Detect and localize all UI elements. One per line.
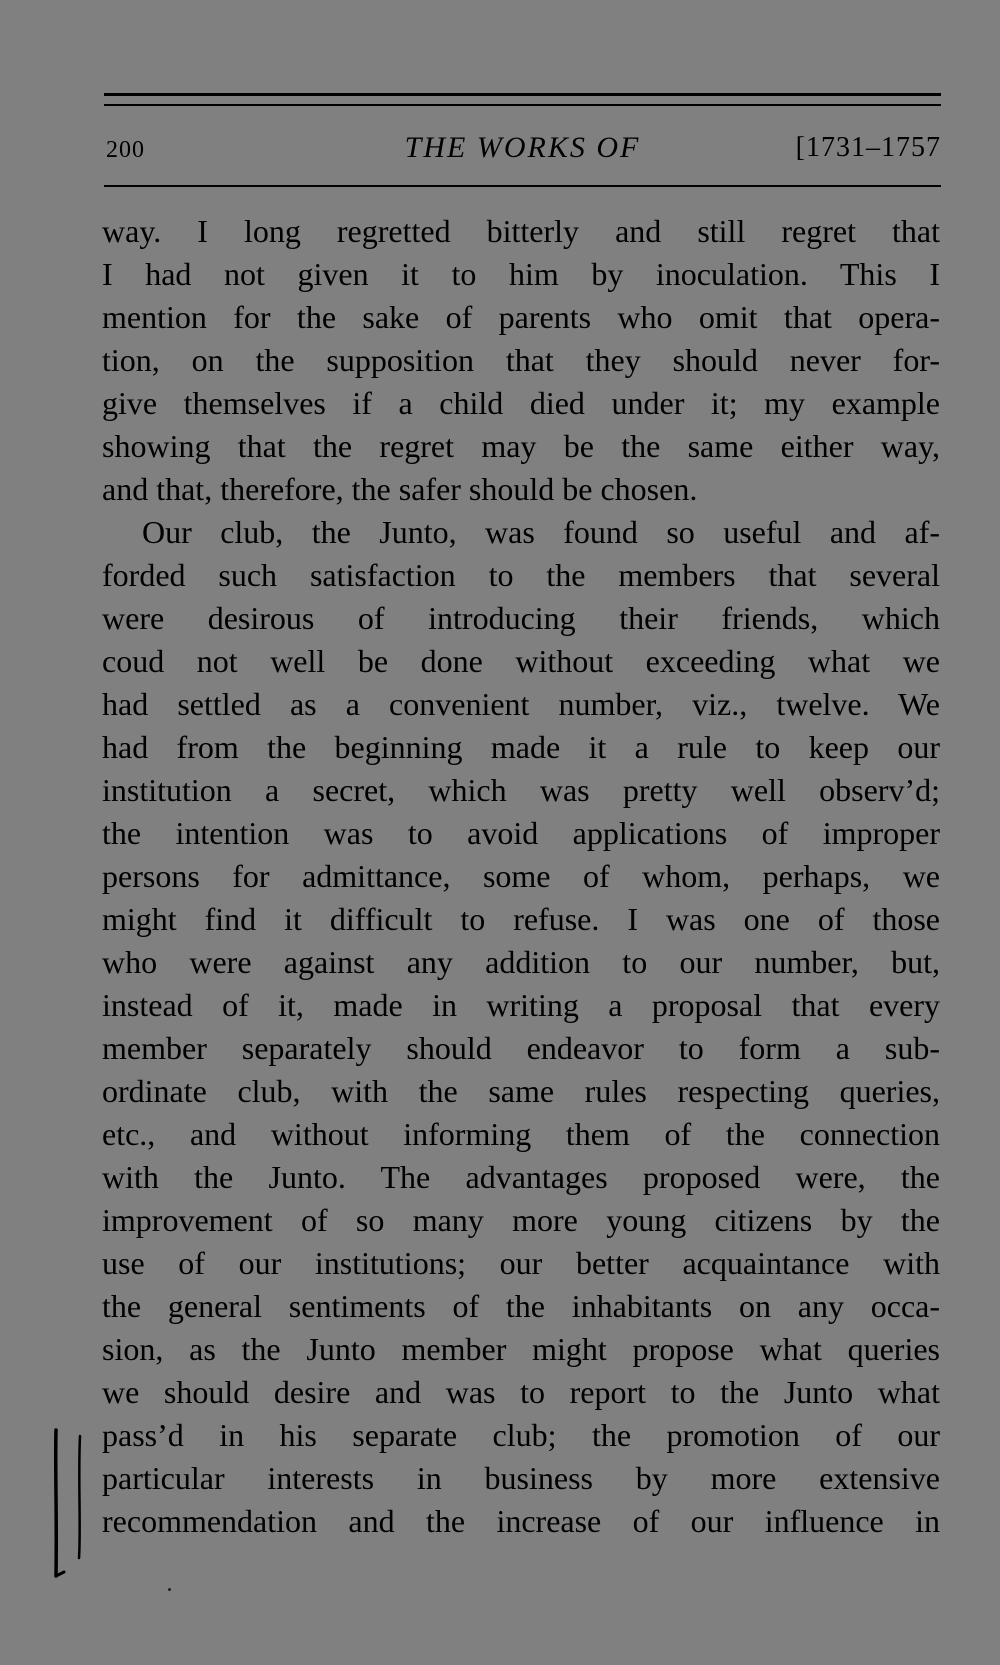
text-line: I had not given it to him by inoculation. This I <box>102 256 940 292</box>
text-line: showing that the regret may be the same either way, <box>102 428 940 464</box>
text-line: pass’d in his separate club; the promotion of our <box>102 1417 940 1453</box>
text-line: etc., and without informing them of the connection <box>102 1116 940 1152</box>
text-line: had settled as a convenient number, viz., twelve. We <box>102 686 940 722</box>
text-line: sion, as the Junto member might propose what queries <box>102 1331 940 1367</box>
text-line: who were against any addition to our number, but, <box>102 944 940 980</box>
text-line: Our club, the Junto, was found so useful and af- <box>142 514 940 550</box>
page-number: 200 <box>106 137 145 163</box>
header-rule-top <box>104 93 941 96</box>
text-line: the intention was to avoid applications of improper <box>102 815 940 851</box>
text-line: forded such satisfaction to the members that several <box>102 557 940 593</box>
header-rule-bottom <box>104 185 941 187</box>
running-head <box>104 126 941 170</box>
text-line: might find it difficult to refuse. I was one of those <box>102 901 940 937</box>
text-line: the general sentiments of the inhabitants on any occa- <box>102 1288 940 1324</box>
margin-bracket-mark <box>50 1428 90 1578</box>
running-title: THE WORKS OF <box>404 131 641 164</box>
text-line: ordinate club, with the same rules respecting queries, <box>102 1073 940 1109</box>
text-line: way. I long regretted bitterly and still regret that <box>102 213 940 249</box>
text-line: with the Junto. The advantages proposed were, the <box>102 1159 940 1195</box>
text-line: were desirous of introducing their friends, which <box>102 600 940 636</box>
body-text <box>102 210 940 1543</box>
text-line: mention for the sake of parents who omit that opera- <box>102 299 940 335</box>
text-line: tion, on the supposition that they should never for- <box>102 342 940 378</box>
text-line: we should desire and was to report to the Junto what <box>102 1374 940 1410</box>
stray-mark <box>168 1588 171 1591</box>
text-line: instead of it, made in writing a proposal that every <box>102 987 940 1023</box>
text-line: give themselves if a child died under it; my example <box>102 385 940 421</box>
header-rule-second <box>104 104 941 106</box>
text-line: recommendation and the increase of our influence in <box>102 1503 940 1539</box>
text-line: improvement of so many more young citizens by the <box>102 1202 940 1238</box>
text-line: persons for admittance, some of whom, perhaps, we <box>102 858 940 894</box>
text-line: had from the beginning made it a rule to keep our <box>102 729 940 765</box>
text-line: member separately should endeavor to form a sub- <box>102 1030 940 1066</box>
text-line: coud not well be done without exceeding what we <box>102 643 940 679</box>
text-line: particular interests in business by more extensive <box>102 1460 940 1496</box>
date-range: [1731–1757 <box>795 132 941 163</box>
text-line: use of our institutions; our better acquaintance with <box>102 1245 940 1281</box>
text-line: institution a secret, which was pretty well observ’d; <box>102 772 940 808</box>
text-line: and that, therefore, the safer should be chosen. <box>102 471 698 507</box>
